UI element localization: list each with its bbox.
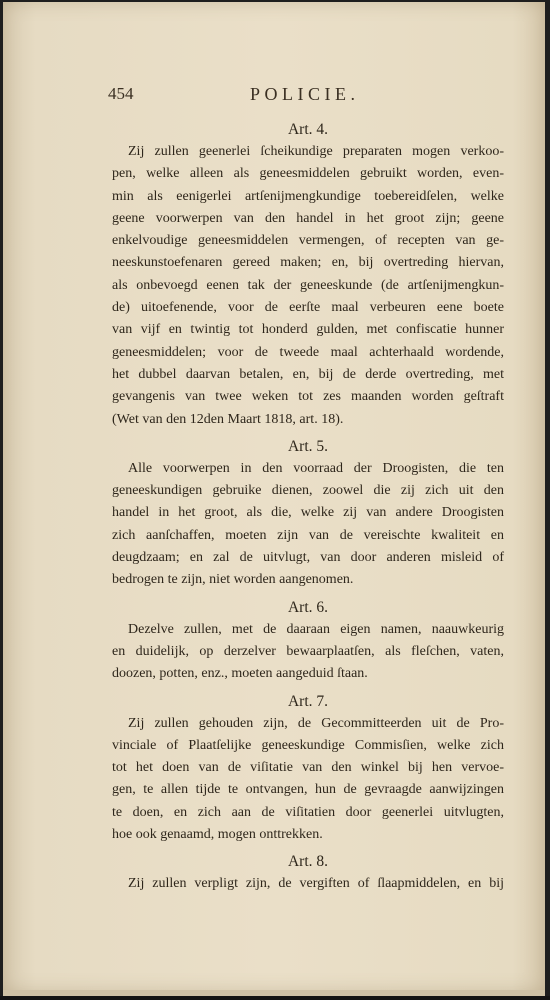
text-line: te doen, en zich aan de viſitatien door geenerlei uitvlugten, <box>112 804 504 820</box>
text-line: geene voorwerpen van den handel in het groot zijn; geene <box>112 210 504 226</box>
text-line: als onbevoegd eenen tak der geneeskunde (de artſenijmengkun- <box>112 277 504 293</box>
page-header <box>108 84 508 108</box>
text-line: pen, welke alleen als geneesmiddelen gebruikt worden, even- <box>112 166 504 182</box>
text-line: bedrogen te zijn, niet worden aangenomen. <box>112 572 354 588</box>
text-line: tot het doen van de viſitatie van den winkel bij hen vervoe- <box>112 760 504 776</box>
text-line: Zij zullen verpligt zijn, de vergiften of ſlaapmiddelen, en bij <box>128 876 504 892</box>
scan-border <box>0 996 550 1000</box>
text-line: van vijf en twintig tot honderd gulden, met confiscatie hunner <box>112 322 504 338</box>
text-line: geneesmiddelen; voor de tweede maal achterhaald wordende, <box>112 344 504 360</box>
text-line: neeskunstoefenaren gereed maken; en, bij overtreding hiervan, <box>112 255 504 271</box>
article-body <box>112 141 504 431</box>
text-line: (Wet van den 12den Maart 1818, art. 18). <box>112 411 344 427</box>
text-line: doozen, potten, enz., moeten aangeduid ſtaan. <box>112 666 368 682</box>
text-line: hoe ook genaamd, mogen onttrekken. <box>112 827 323 843</box>
running-head: POLICIE. <box>250 84 360 104</box>
text-line: geneeskundigen gebruike dienen, zoowel die zij zich uit den <box>112 483 504 499</box>
text-line: handel in het groot, als die, welke zij van andere Droogisten <box>112 505 504 521</box>
text-line: Dezelve zullen, met de daaraan eigen namen, naauwkeurig <box>128 621 504 637</box>
text-line: en duidelijk, op derzelver bewaarplaatſen, als fleſchen, vaten, <box>112 643 504 659</box>
article-title: Art. 8. <box>287 853 329 871</box>
text-line: het dubbel daarvan betalen, en, bij de derde overtreding, met <box>112 366 504 382</box>
article-title: Art. 7. <box>287 692 329 710</box>
article-body <box>112 458 504 592</box>
page-number: 454 <box>108 84 134 103</box>
article-body <box>112 873 504 895</box>
text-block <box>112 118 504 900</box>
text-line: Zij zullen geenerlei ſcheikundige preparaten mogen verkoo- <box>128 144 504 159</box>
text-line: vinciale of Plaatſelijke geneeskundige Commisſien, welke zich <box>112 737 504 753</box>
article-title: Art. 6. <box>287 598 329 616</box>
text-line: gen, te allen tijde te ontvangen, hun de gevraagde aanwijzingen <box>112 782 504 798</box>
text-line: min als eenigerlei artſenijmengkundige toebereidſelen, welke <box>112 188 504 204</box>
text-line: gevangenis van twee weken tot zes maanden worden geſtraft <box>112 389 504 405</box>
article-title: Art. 5. <box>287 437 329 455</box>
article-title: Art. 4. <box>287 121 329 138</box>
text-line: zich aanſchaffen, moeten zijn van de vereischte kwaliteit en <box>112 527 504 543</box>
article-body <box>112 619 504 686</box>
text-line: deugdzaam; en zal de uitvlugt, van door anderen misleid of <box>112 550 504 566</box>
text-line: Zij zullen gehouden zijn, de Gecommitteerden uit de Pro- <box>128 715 504 731</box>
text-line: de) uitoefenende, voor de eerſte maal verbeuren eene boete <box>112 300 504 316</box>
text-line: Alle voorwerpen in den voorraad der Droogisten, die ten <box>128 460 504 476</box>
text-line: enkelvoudige geneesmiddelen vermengen, of recepten van ge- <box>112 233 504 249</box>
article-body <box>112 713 504 847</box>
